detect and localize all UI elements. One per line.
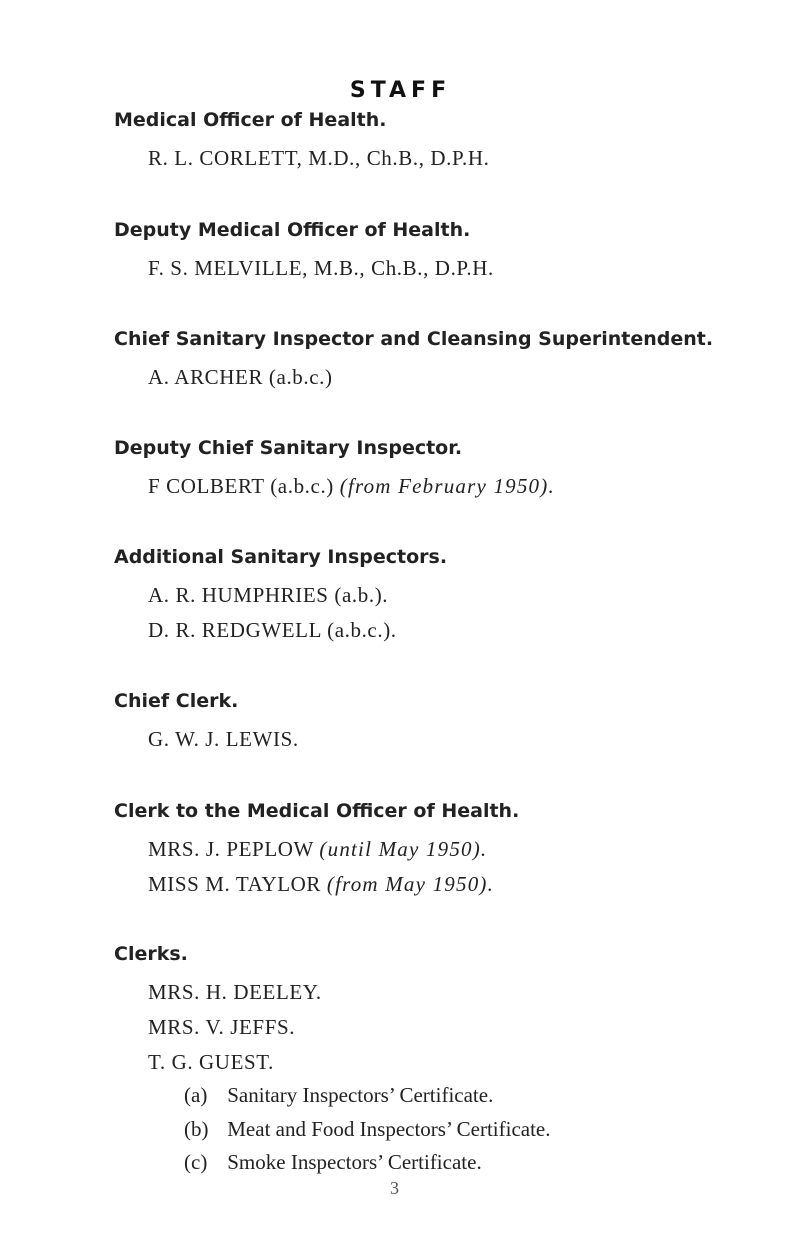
staff-name-text: MRS. H. DEELEY. bbox=[148, 980, 322, 1004]
footnote-text: Smoke Inspectors’ Certificate. bbox=[227, 1150, 482, 1174]
section-heading-deputy-medical-officer: Deputy Medical Officer of Health. bbox=[114, 219, 471, 241]
section-heading-deputy-chief-sanitary-inspector: Deputy Chief Sanitary Inspector. bbox=[114, 437, 463, 459]
footnote-label: (c) bbox=[184, 1150, 208, 1174]
staff-name-text: F COLBERT (a.b.c.) bbox=[148, 474, 334, 498]
staff-name bbox=[148, 365, 333, 390]
staff-name-text: D. R. REDGWELL (a.b.c.). bbox=[148, 618, 397, 642]
section-heading-medical-officer: Medical Officer of Health. bbox=[114, 109, 387, 131]
staff-name bbox=[148, 256, 494, 281]
staff-name-text: MISS M. TAYLOR bbox=[148, 872, 322, 896]
staff-name bbox=[148, 146, 489, 171]
staff-name bbox=[148, 837, 487, 862]
section-heading-additional-sanitary-inspectors: Additional Sanitary Inspectors. bbox=[114, 546, 448, 568]
footnote-label: (a) bbox=[184, 1083, 208, 1107]
staff-name-text: A. ARCHER (a.b.c.) bbox=[148, 365, 333, 389]
staff-name bbox=[148, 727, 299, 752]
staff-note: (from May 1950). bbox=[326, 872, 495, 896]
section-heading-chief-clerk: Chief Clerk. bbox=[114, 690, 239, 712]
staff-name-text: R. L. CORLETT, M.D., Ch.B., D.P.H. bbox=[148, 146, 490, 170]
staff-name bbox=[148, 618, 397, 643]
staff-name-text: A. R. HUMPHRIES (a.b.). bbox=[148, 583, 389, 607]
footnote-label: (b) bbox=[184, 1117, 209, 1141]
section-heading-clerks: Clerks. bbox=[114, 943, 188, 965]
footnote-text: Meat and Food Inspectors’ Certificate. bbox=[227, 1117, 551, 1141]
staff-name bbox=[148, 1050, 274, 1075]
footnote-text: Sanitary Inspectors’ Certificate. bbox=[227, 1083, 494, 1107]
staff-name-text: MRS. J. PEPLOW bbox=[148, 837, 314, 861]
staff-note: (from February 1950). bbox=[339, 474, 555, 498]
staff-note: (until May 1950). bbox=[319, 837, 488, 861]
section-heading-clerk-to-medical-officer: Clerk to the Medical Officer of Health. bbox=[114, 800, 520, 822]
staff-name-text: MRS. V. JEFFS. bbox=[148, 1015, 296, 1039]
footnote-c bbox=[184, 1150, 482, 1175]
section-heading-chief-sanitary-inspector: Chief Sanitary Inspector and Cleansing Superintendent. bbox=[114, 328, 714, 350]
staff-name bbox=[148, 474, 555, 499]
footnote-b bbox=[184, 1117, 551, 1142]
staff-name-text: F. S. MELVILLE, M.B., Ch.B., D.P.H. bbox=[148, 256, 494, 280]
staff-name bbox=[148, 980, 322, 1005]
footnote-a bbox=[184, 1083, 493, 1108]
staff-name bbox=[148, 1015, 295, 1040]
staff-name-text: T. G. GUEST. bbox=[148, 1050, 274, 1074]
page-title: STAFF bbox=[349, 78, 452, 103]
staff-name bbox=[148, 872, 494, 897]
page-number: 3 bbox=[390, 1178, 399, 1198]
staff-name bbox=[148, 583, 388, 608]
staff-name-text: G. W. J. LEWIS. bbox=[148, 727, 299, 751]
